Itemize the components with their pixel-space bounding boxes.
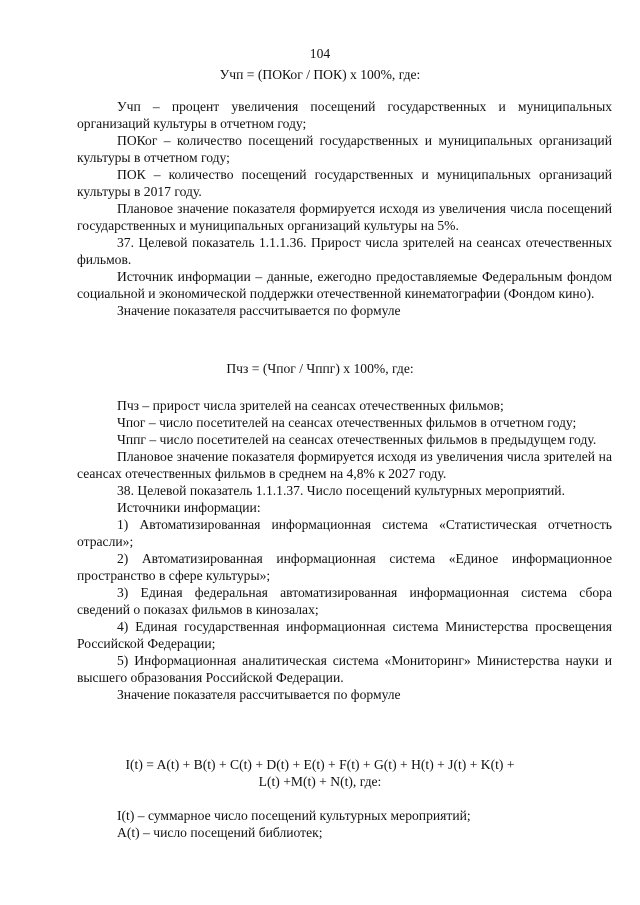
list-item: 4) Единая государственная информационная система Министерства просвещения Российской Федерации; [77,619,612,651]
list-item: 2) Автоматизированная информационная система «Единое информационное пространство в сфере культуры»; [77,551,612,583]
page-number: 104 [309,46,331,61]
text-block-2 [77,397,612,703]
formula-line: I(t) = A(t) + B(t) + C(t) + D(t) + E(t) + F(t) + G(t) + H(t) + J(t) + K(t) + [125,757,515,772]
paragraph: Значение показателя рассчитывается по формуле [117,303,401,318]
paragraph: Плановое значение показателя формируется исходя из увеличения числа зрителей на сеансах отечественных фильмов в среднем на 4,8% к 2027 году. [77,449,612,481]
formula-uchp: Учп = (ПОКог / ПОК) х 100%, где: [219,67,421,82]
list-item: 3) Единая федеральная автоматизированная информационная система сбора сведений о показах фильмов в кинозалах; [77,585,612,617]
paragraph: Плановое значение показателя формируется исходя из увеличения числа посещений государственных и муниципальных организаций культуры на 5%. [77,201,612,233]
text-block-3 [77,807,612,841]
paragraph: Чпог – число посетителей на сеансах отечественных фильмов в отчетном году; [117,415,577,430]
paragraph: Пчз – прирост числа зрителей на сеансах отечественных фильмов; [117,398,504,413]
list-item: 1) Автоматизированная информационная система «Статистическая отчетность отрасли»; [77,517,612,549]
paragraph: Учп – процент увеличения посещений государственных и муниципальных организаций культуры в отчетном году; [77,99,612,131]
paragraph: A(t) – число посещений библиотек; [117,825,323,840]
formula-line: L(t) +M(t) + N(t), где: [258,774,382,789]
paragraph: 38. Целевой показатель 1.1.1.37. Число посещений культурных мероприятий. [117,483,565,498]
paragraph: Источник информации – данные, ежегодно предоставляемые Федеральным фондом социальной и экономической поддержки отечественной кинематографии (Фондом кино). [77,269,612,301]
paragraph: Чппг – число посетителей на сеансах отечественных фильмов в предыдущем году. [117,432,597,447]
formula-it [0,756,640,790]
text-block-1 [77,98,612,319]
list-item: 5) Информационная аналитическая система «Мониторинг» Министерства науки и высшего образования Российской Федерации. [77,653,612,685]
paragraph: Источники информации: [117,500,261,515]
formula-pchz: Пчз = (Чпог / Чппг) х 100%, где: [226,361,414,376]
paragraph: ПОКог – количество посещений государственных и муниципальных организаций культуры в отчетном году; [77,133,612,165]
paragraph: ПОК – количество посещений государственных и муниципальных организаций культуры в 2017 году. [77,167,612,199]
paragraph: 37. Целевой показатель 1.1.1.36. Прирост числа зрителей на сеансах отечественных фильмов. [77,235,612,267]
paragraph: I(t) – суммарное число посещений культурных мероприятий; [117,808,471,823]
paragraph: Значение показателя рассчитывается по формуле [117,687,401,702]
